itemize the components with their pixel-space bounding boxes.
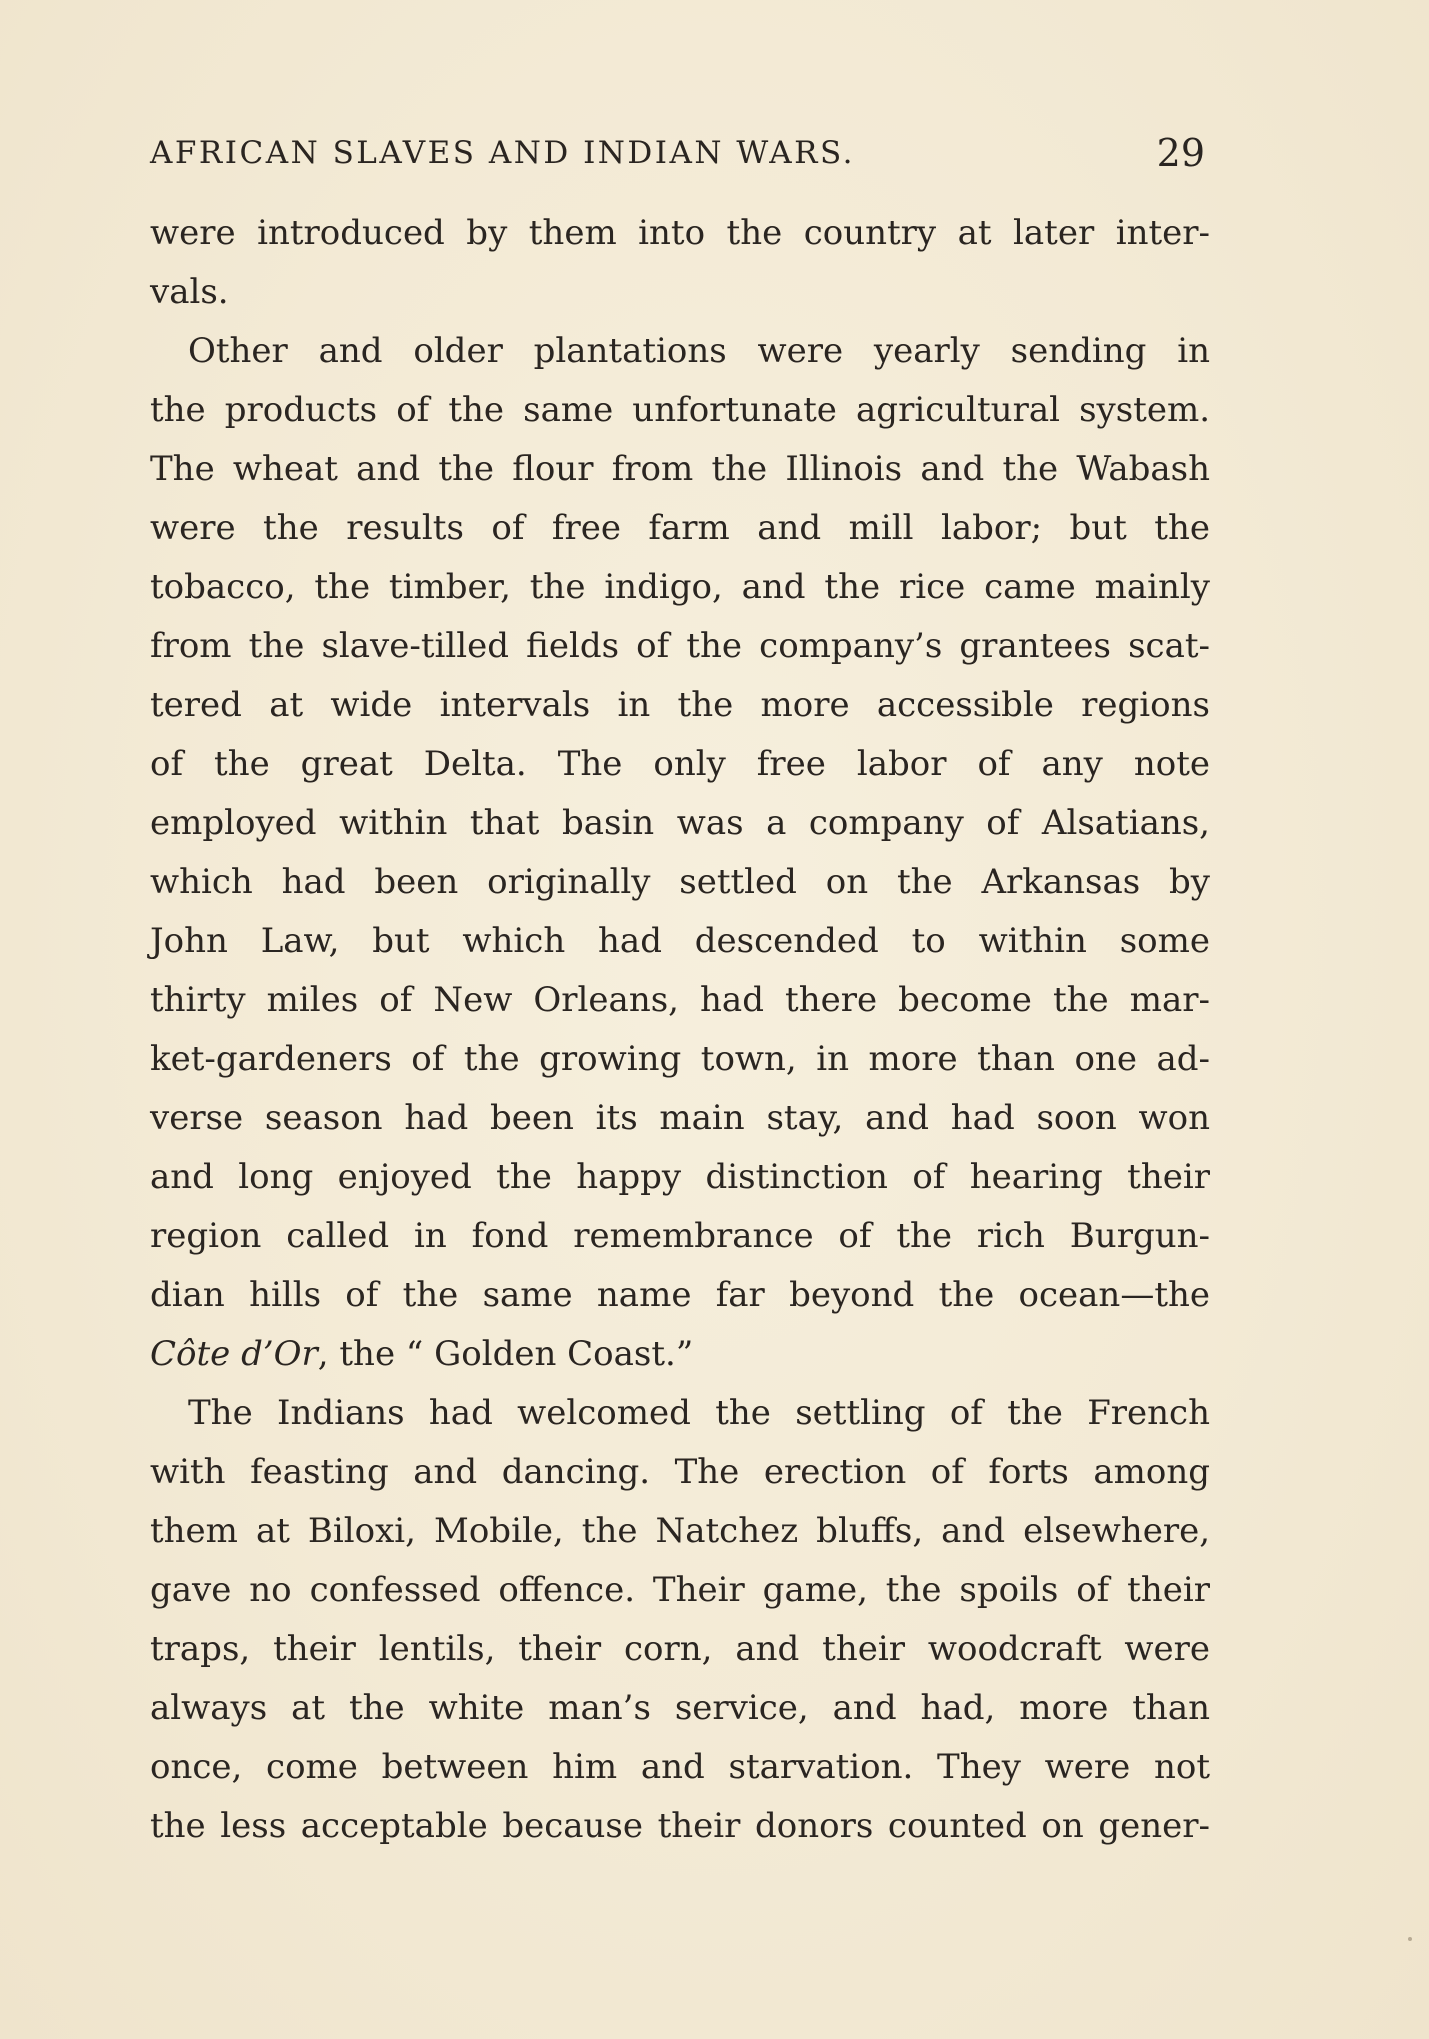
text-line: the products of the same unfortunate agricultural system. — [150, 390, 1210, 430]
text-line: were the results of free farm and mill labor; but the — [150, 508, 1210, 548]
text-line: ket-gardeners of the growing town, in more than one ad- — [150, 1039, 1210, 1079]
text-line: tered at wide intervals in the more accessible regions — [150, 685, 1210, 725]
italic-phrase: Côte d’Or — [150, 1334, 318, 1374]
text-line: traps, their lentils, their corn, and their woodcraft were — [150, 1629, 1210, 1669]
text-line: were introduced by them into the country at later inter- — [150, 213, 1210, 253]
text-line: Other and older plantations were yearly sending in — [188, 331, 1210, 371]
chapter-title: AFRICAN SLAVES AND INDIAN WARS. — [150, 135, 855, 171]
text-line: and long enjoyed the happy distinction of hearing their — [150, 1157, 1210, 1197]
text-line: which had been originally settled on the Arkansas by — [150, 862, 1210, 902]
text-line: The wheat and the flour from the Illinois and the Wabash — [150, 449, 1210, 489]
text-line: tobacco, the timber, the indigo, and the rice came mainly — [150, 567, 1210, 607]
text-line: once, come between him and starvation. They were not — [150, 1747, 1210, 1787]
page-body — [150, 204, 1210, 1856]
text-line — [150, 1325, 1210, 1384]
text-line: always at the white man’s service, and had, more than — [150, 1688, 1210, 1728]
text-span: , the “ Golden Coast.” — [317, 1334, 694, 1374]
text-line: from the slave-tilled fields of the company’s grantees scat- — [150, 626, 1210, 666]
text-line: gave no confessed offence. Their game, the spoils of their — [150, 1570, 1210, 1610]
text-line: the less acceptable because their donors counted on gener- — [150, 1806, 1210, 1846]
text-line: John Law, but which had descended to within some — [150, 921, 1210, 961]
text-line: them at Biloxi, Mobile, the Natchez bluffs, and elsewhere, — [150, 1511, 1210, 1551]
page-number: 29 — [1156, 131, 1205, 175]
running-head — [150, 128, 1205, 178]
text-line: verse season had been its main stay, and had soon won — [150, 1098, 1210, 1138]
text-line: region called in fond remembrance of the rich Burgun- — [150, 1216, 1210, 1256]
text-line: vals. — [150, 272, 229, 312]
text-line: with feasting and dancing. The erection of forts among — [150, 1452, 1210, 1492]
text-line: dian hills of the same name far beyond the ocean—the — [150, 1275, 1210, 1315]
text-line: thirty miles of New Orleans, had there become the mar- — [150, 980, 1210, 1020]
text-line: employed within that basin was a company of Alsatians, — [150, 803, 1210, 843]
paper-speck — [1408, 1937, 1412, 1941]
text-line: of the great Delta. The only free labor of any note — [150, 744, 1210, 784]
text-line: The Indians had welcomed the settling of the French — [188, 1393, 1210, 1433]
